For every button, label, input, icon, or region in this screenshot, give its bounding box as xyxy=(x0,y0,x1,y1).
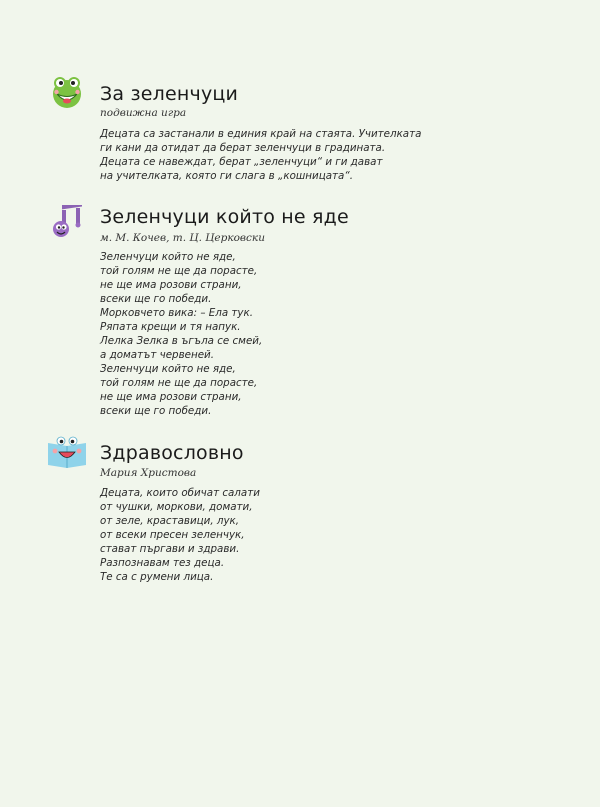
section-text xyxy=(100,250,262,418)
music-note-icon xyxy=(50,205,84,239)
text-line: Децата се навеждат, берат „зеленчуци“ и ги дават xyxy=(100,156,383,168)
text-line: всеки ще го победи. xyxy=(100,405,212,417)
text-line: ги кани да отидат да берат зеленчуци в градината. xyxy=(100,142,386,154)
book-icon xyxy=(46,435,88,469)
text-line: не ще има розови страни, xyxy=(100,391,242,403)
section-title: За зеленчуци xyxy=(100,83,239,105)
text-line: той голям не ще да порасте, xyxy=(100,265,258,277)
text-line: не ще има розови страни, xyxy=(100,279,242,291)
text-line: Децата са застанали в единия край на стаята. Учителката xyxy=(100,128,422,140)
text-line: Морковчето вика: – Ела тук. xyxy=(100,307,254,319)
text-line: Зеленчуци който не яде, xyxy=(100,251,236,263)
section-subtitle: м. М. Кочев, т. Ц. Церковски xyxy=(100,232,265,244)
section-title: Здравословно xyxy=(100,442,244,464)
section-title: Зеленчуци който не яде xyxy=(100,206,349,228)
section-subtitle: Мария Христова xyxy=(100,467,197,479)
text-line: Зеленчуци който не яде, xyxy=(100,363,236,375)
text-line: Те са с румени лица. xyxy=(100,571,214,583)
text-line: от всеки пресен зеленчук, xyxy=(100,529,245,541)
text-line: стават пъргави и здрави. xyxy=(100,543,240,555)
section-text xyxy=(100,127,421,183)
text-line: Разпознавам тез деца. xyxy=(100,557,225,569)
text-line: Децата, които обичат салати xyxy=(100,487,260,499)
text-line: всеки ще го победи. xyxy=(100,293,212,305)
text-line: от зеле, краставици, лук, xyxy=(100,515,240,527)
text-line: на учителката, която ги слага в „кошницата“. xyxy=(100,170,353,182)
text-line: той голям не ще да порасте, xyxy=(100,377,258,389)
text-line: Лелка Зелка в ъгъла се смей, xyxy=(100,335,263,347)
text-line: Ряпата крещи и тя напук. xyxy=(100,321,241,333)
section-subtitle: подвижна игра xyxy=(100,107,187,119)
text-line: от чушки, моркови, домати, xyxy=(100,501,253,513)
text-line: а доматът червеней. xyxy=(100,349,215,361)
section-text xyxy=(100,486,260,584)
frog-icon xyxy=(50,75,84,109)
